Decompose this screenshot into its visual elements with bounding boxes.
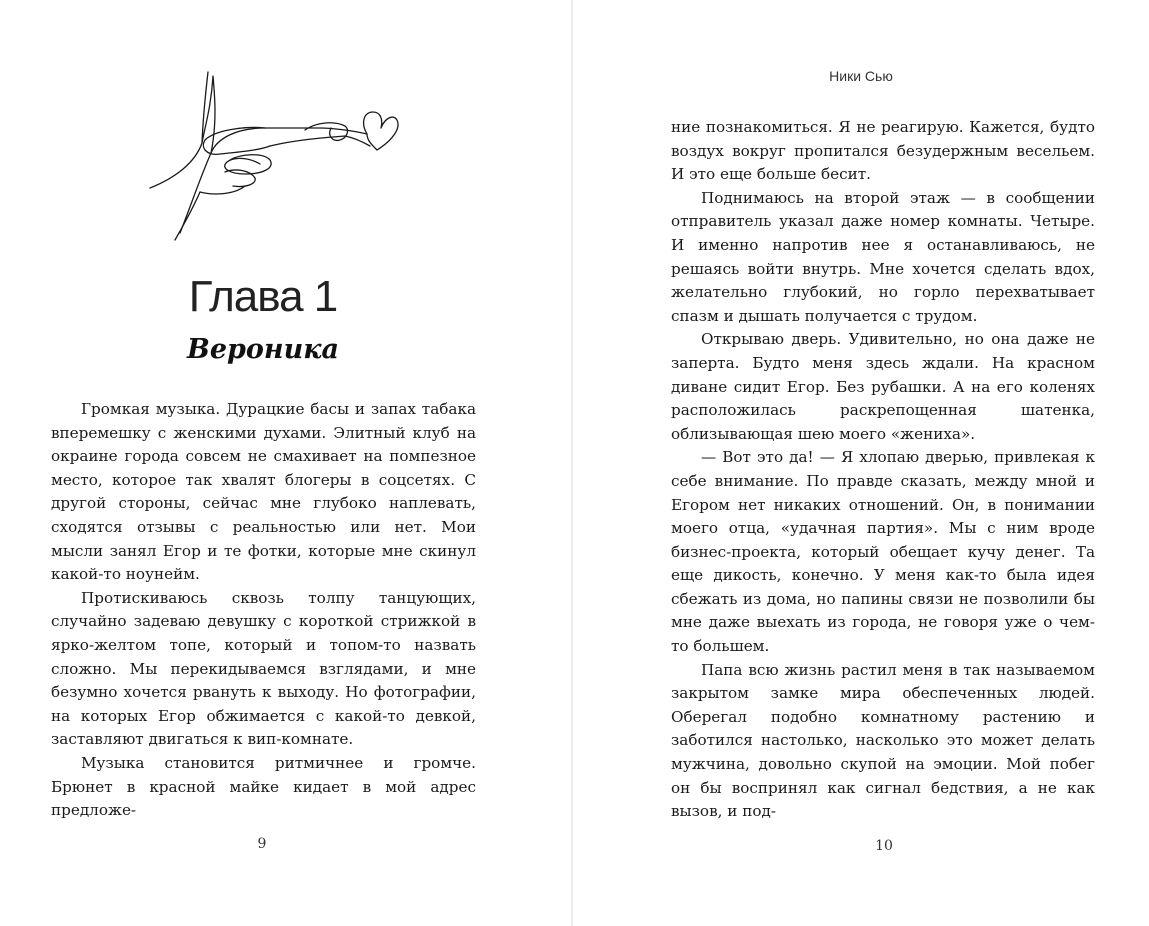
paragraph: Поднимаюсь на второй этаж — в сообщении отправитель указал даже номер комнаты. Четыре. И именно напротив нее я останавливаюсь, не решаясь войти внутрь. Мне хочется сделать вдох, желательно глубокий, но горло перехватывает спазм и дышать получается с трудом. — [671, 188, 1095, 325]
left-page — [0, 0, 571, 926]
page-number: 9 — [257, 836, 267, 852]
paragraph: Протискиваюсь сквозь толпу танцующих, случайно задеваю девушку с короткой стрижкой в ярко-желтом топе, который и топом-то назвать сложно. Мы перекидываемся взглядами, и мне безумно хочется рвануть к выходу. Но фотографии, на которых Егор обжимается с какой-то девкой, заставляют двигаться к вип-комнате. — [51, 588, 476, 749]
paragraph: Открываю дверь. Удивительно, но она даже не заперта. Будто меня здесь ждали. На красном диване сидит Егор. Без рубашки. А на его коленях расположилась раскрепощенная шатенка, облизывающая шею моего «жениха». — [671, 330, 1095, 443]
chapter-number: Глава 1 — [188, 272, 338, 321]
paragraph: — Вот это да! — Я хлопаю дверью, привлекая к себе внимание. По правде сказать, между мной и Егором нет никаких отношений. Он, в понимании моего отца, «удачная партия». Мы с ним вроде бизнес-проекта, который обещает кучу денег. Та еще дикость, конечно. У меня как-то была идея сбежать из дома, но папины связи не позволили бы мне даже выехать из города, не говоря уже о чем-то большем. — [671, 448, 1095, 656]
paragraph: ние познакомиться. Я не реагирую. Кажется, будто воздух вокруг пропитался безудержным весельем. И это еще больше бесит. — [671, 118, 1095, 184]
page-number: 10 — [875, 838, 893, 854]
paragraph: Папа всю жизнь растил меня в так называемом закрытом замке мира обеспеченных людей. Оберегал подобно комнатному растению и заботился настолько, насколько это может делать мужчина, довольно скупой на эмоции. Мой побег он бы воспринял как сигнал бедствия, а не как вызов, и под- — [671, 660, 1095, 821]
right-page — [573, 0, 1149, 926]
right-body-text — [671, 116, 1095, 824]
paragraph: Громкая музыка. Дурацкие басы и запах табака вперемешку с женскими духами. Элитный клуб на окраине города совсем не смахивает на помпезное место, которое так хвалят блогеры в соцсетях. С другой стороны, сейчас мне глубоко наплевать, сходятся отзывы с реальностью или нет. Мои мысли занял Егор и те фотки, которые мне скинул какой-то ноунейм. — [51, 400, 476, 584]
running-head-author: Ники Сью — [829, 68, 893, 84]
hand-heart-illustration — [145, 68, 400, 243]
paragraph: Музыка становится ритмичнее и громче. Брюнет в красной майке кидает в мой адрес предложе- — [51, 753, 476, 820]
chapter-title: Вероника — [187, 334, 339, 365]
left-body-text — [51, 398, 476, 823]
